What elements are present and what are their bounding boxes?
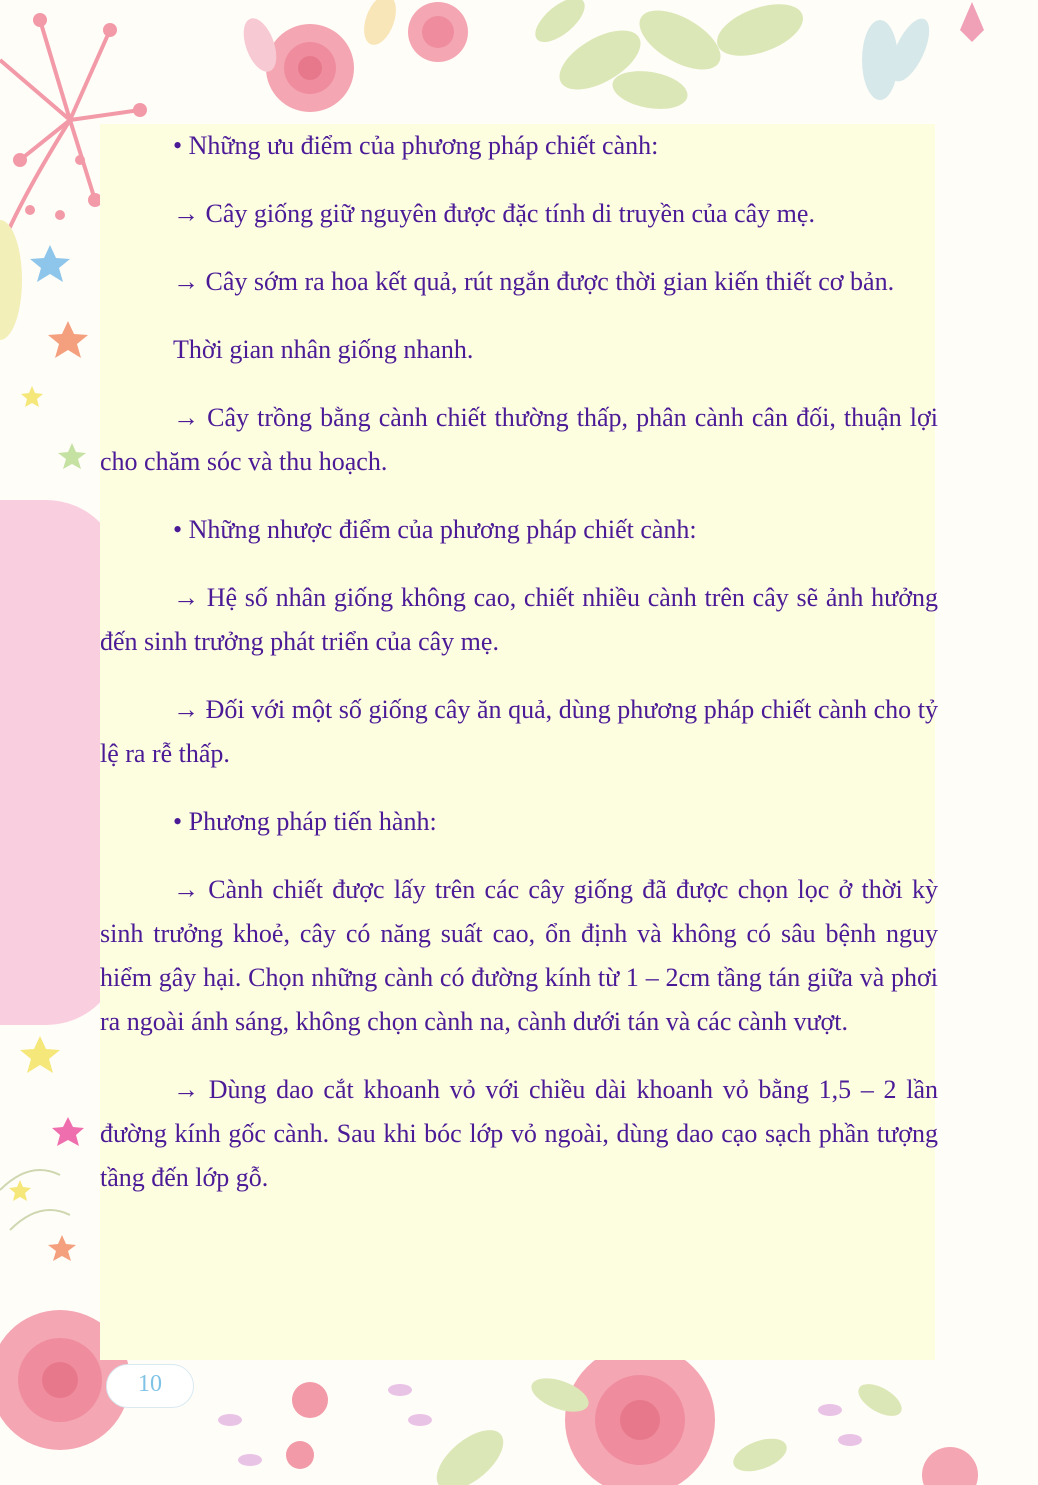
method-heading: • Phương pháp tiến hành: — [173, 807, 437, 836]
page-number-badge — [106, 1364, 194, 1408]
leaf-decoration — [0, 220, 22, 340]
page-number: 10 — [138, 1371, 162, 1397]
disadvantage-item: → Đối với một số giống cây ăn quả, dùng phương pháp chiết cành cho tỷ lệ ra rễ thấp. — [100, 695, 938, 768]
disadvantages-heading: • Những nhược điểm của phương pháp chiết cành: — [173, 515, 697, 544]
method-step: → Cành chiết được lấy trên các cây giống đã được chọn lọc ở thời kỳ sinh trưởng khoẻ, cây có năng suất cao, ổn định và không có sâu bệnh nguy hiểm gây hại. Chọn những cành có đường kính từ 1 – 2cm tầng tán giữa và phơi ra ngoài ánh sáng, không chọn cành na, cành dưới tán và các cành vượt. — [100, 875, 938, 1036]
advantage-item: Thời gian nhân giống nhanh. — [173, 335, 474, 364]
advantages-heading: • Những ưu điểm của phương pháp chiết cành: — [173, 131, 659, 160]
advantage-item: → Cây trồng bằng cành chiết thường thấp, phân cành cân đối, thuận lợi cho chăm sóc và thu hoạch. — [100, 403, 938, 476]
advantage-item: → Cây sớm ra hoa kết quả, rút ngắn được thời gian kiến thiết cơ bản. — [173, 267, 895, 296]
page-body-text — [100, 124, 938, 1224]
method-step: → Dùng dao cắt khoanh vỏ với chiều dài khoanh vỏ bằng 1,5 – 2 lần đường kính gốc cành. Sau khi bóc lớp vỏ ngoài, dùng dao cạo sạch phần tượng tầng đến lớp gỗ. — [100, 1075, 938, 1192]
advantage-item: → Cây giống giữ nguyên được đặc tính di truyền của cây mẹ. — [173, 199, 815, 228]
disadvantage-item: → Hệ số nhân giống không cao, chiết nhiều cành trên cây sẽ ảnh hưởng đến sinh trưởng phát triển của cây mẹ. — [100, 583, 938, 656]
